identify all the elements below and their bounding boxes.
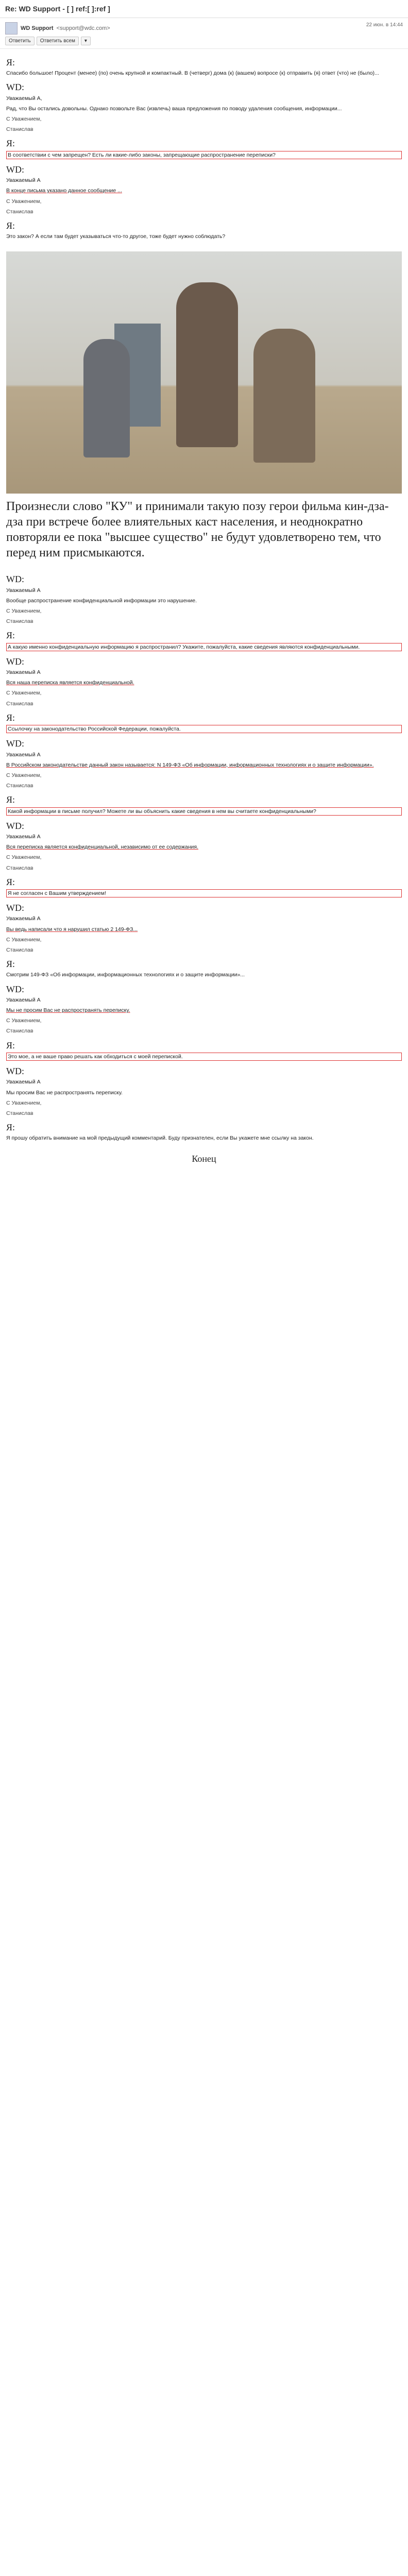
signature-line: С Уважением, xyxy=(6,1018,42,1024)
signature-name: Станислав xyxy=(6,700,33,707)
message-text: В конце письма указано данное сообщение ... xyxy=(6,188,122,194)
signature-name: Станислав xyxy=(6,126,33,133)
message-text: Уважаемый А xyxy=(6,587,41,594)
speaker-label: WD: xyxy=(6,1066,24,1077)
message-text: Уважаемый А xyxy=(6,669,41,676)
message-text: Я не согласен с Вашим утверждением! xyxy=(6,889,402,897)
signature-name: Станислав xyxy=(6,1110,33,1116)
signature-name: Станислав xyxy=(6,783,33,789)
message-text: Вы ведь написали что я нарушил статью 2 149-ФЗ... xyxy=(6,926,138,933)
photo-figure-center xyxy=(176,282,238,447)
message-text: Мы просим Вас не распространять переписку. xyxy=(6,1089,123,1096)
speaker-label: Я: xyxy=(6,1122,15,1133)
signature-line: С Уважением, xyxy=(6,854,42,861)
speaker-label: WD: xyxy=(6,903,24,913)
message-text: Это мое, а не ваше право решать как обходиться с моей перепиской. xyxy=(6,1053,402,1061)
message-text: Уважаемый А xyxy=(6,1079,41,1086)
signature-line: С Уважением, xyxy=(6,690,42,697)
photo-figure-right xyxy=(253,329,315,463)
message-text: Рад, что Вы остались довольны. Однако позвольте Вас (извлечь) ваша предложения по поводу удаления сообщения, информации... xyxy=(6,105,342,112)
end-label: Конец xyxy=(192,1153,216,1164)
signature-name: Станислав xyxy=(6,618,33,625)
message-text: А какую именно конфиденциальную информацию я распространил? Укажите, пожалуйста, какие сведения являются конфиденциальными. xyxy=(6,643,402,651)
sender-email: <support@wdc.com> xyxy=(56,25,110,31)
signature-line: С Уважением, xyxy=(6,772,42,778)
message-text: Уважаемый А xyxy=(6,177,41,184)
message-text: Уважаемый А xyxy=(6,834,41,840)
window-title: Re: WD Support - [ ] ref:[ ]:ref ] xyxy=(5,5,110,13)
speaker-label: Я: xyxy=(6,138,15,149)
speaker-label: WD: xyxy=(6,984,24,994)
signature-line: С Уважением, xyxy=(6,936,42,943)
message-text: Ссылочку на законодательство Российской Федерации, пожалуйста. xyxy=(6,725,402,733)
speaker-label: WD: xyxy=(6,164,24,175)
message-body-continued xyxy=(0,566,408,1167)
signature-line: С Уважением, xyxy=(6,116,42,123)
signature-name: Станислав xyxy=(6,1028,33,1035)
reply-all-button[interactable]: Ответить всем xyxy=(37,37,79,45)
speaker-label: Я: xyxy=(6,794,15,805)
message-text: Вся наша переписка является конфиденциальной. xyxy=(6,680,134,686)
signature-name: Станислав xyxy=(6,208,33,215)
reply-button[interactable]: Ответить xyxy=(5,37,35,45)
message-text: В соответствии с чем запрещен? Есть ли какие-либо законы, запрещающие распространение переписки? xyxy=(6,151,402,159)
speaker-label: WD: xyxy=(6,82,24,93)
message-text: Спасибо большое! Процент (менее) (по) очень крупной и компактный. В (четверг) дома (к) (вашем) вопросе (к) отправить (я) ответ (что) не (было)... xyxy=(6,70,379,77)
message-text: Вообще распространение конфиденциальной информации это нарушение. xyxy=(6,597,197,604)
speaker-label: Я: xyxy=(6,630,15,641)
speaker-label: WD: xyxy=(6,656,24,667)
signature-line: С Уважением, xyxy=(6,1099,42,1106)
photo-figure-left xyxy=(83,339,130,457)
speaker-label: Я: xyxy=(6,712,15,723)
speaker-label: WD: xyxy=(6,820,24,831)
speaker-label: Я: xyxy=(6,57,15,67)
signature-name: Станислав xyxy=(6,947,33,953)
movie-still-photo xyxy=(6,251,402,494)
message-text: Уважаемый А xyxy=(6,996,41,1003)
message-text: Я прошу обратить внимание на мой предыдущий комментарий. Буду признателен, если Вы укажете мне ссылку на закон. xyxy=(6,1135,314,1142)
message-text: Вся переписка является конфиденциальной, независимо от ее содержания. xyxy=(6,844,199,851)
message-header xyxy=(0,18,408,49)
speaker-label: WD: xyxy=(6,738,24,749)
signature-line: С Уважением, xyxy=(6,198,42,205)
message-date: 22 июн. в 14:44 xyxy=(366,22,403,28)
message-text: В Российском законодательстве данный закон называется: N 149-ФЗ «Об информации, информационных технологиях и о защите информации». xyxy=(6,761,374,768)
message-text: Это закон? А если там будет указываться что-то другое, тоже будет нужно соблюдать? xyxy=(6,233,226,240)
more-button[interactable]: ▾ xyxy=(81,37,91,45)
speaker-label: Я: xyxy=(6,1040,15,1050)
message-body xyxy=(0,49,408,246)
speaker-label: WD: xyxy=(6,574,24,585)
signature-name: Станислав xyxy=(6,865,33,871)
message-text: Мы не просим Вас не распространять переписку. xyxy=(6,1007,130,1014)
speaker-label: Я: xyxy=(6,959,15,970)
speaker-label: Я: xyxy=(6,220,15,231)
avatar xyxy=(5,22,18,35)
message-text: Уважаемый А xyxy=(6,916,41,922)
message-text: Уважаемый А xyxy=(6,751,41,758)
message-text: Какой информации в письме получил? Можете ли вы объяснить какие сведения в нем вы считаете конфиденциальными? xyxy=(6,807,402,816)
message-text: Смотрим 149-ФЗ «Об информации, информационных технологиях и о защите информации»... xyxy=(6,972,245,978)
sender-name: WD Support xyxy=(21,25,54,31)
window-titlebar xyxy=(0,0,408,18)
speaker-label: Я: xyxy=(6,876,15,887)
signature-line: С Уважением, xyxy=(6,608,42,615)
message-text: Уважаемый А, xyxy=(6,95,42,101)
photo-caption: Произнесли слово "КУ" и принимали такую позу герои фильма кин-дза-дза при встрече более влиятельных каст населения, и неоднократно повторяли ее пока "высшее существо" не будут удовлетворено тем, что перед ним присмыкаются. xyxy=(6,500,389,560)
